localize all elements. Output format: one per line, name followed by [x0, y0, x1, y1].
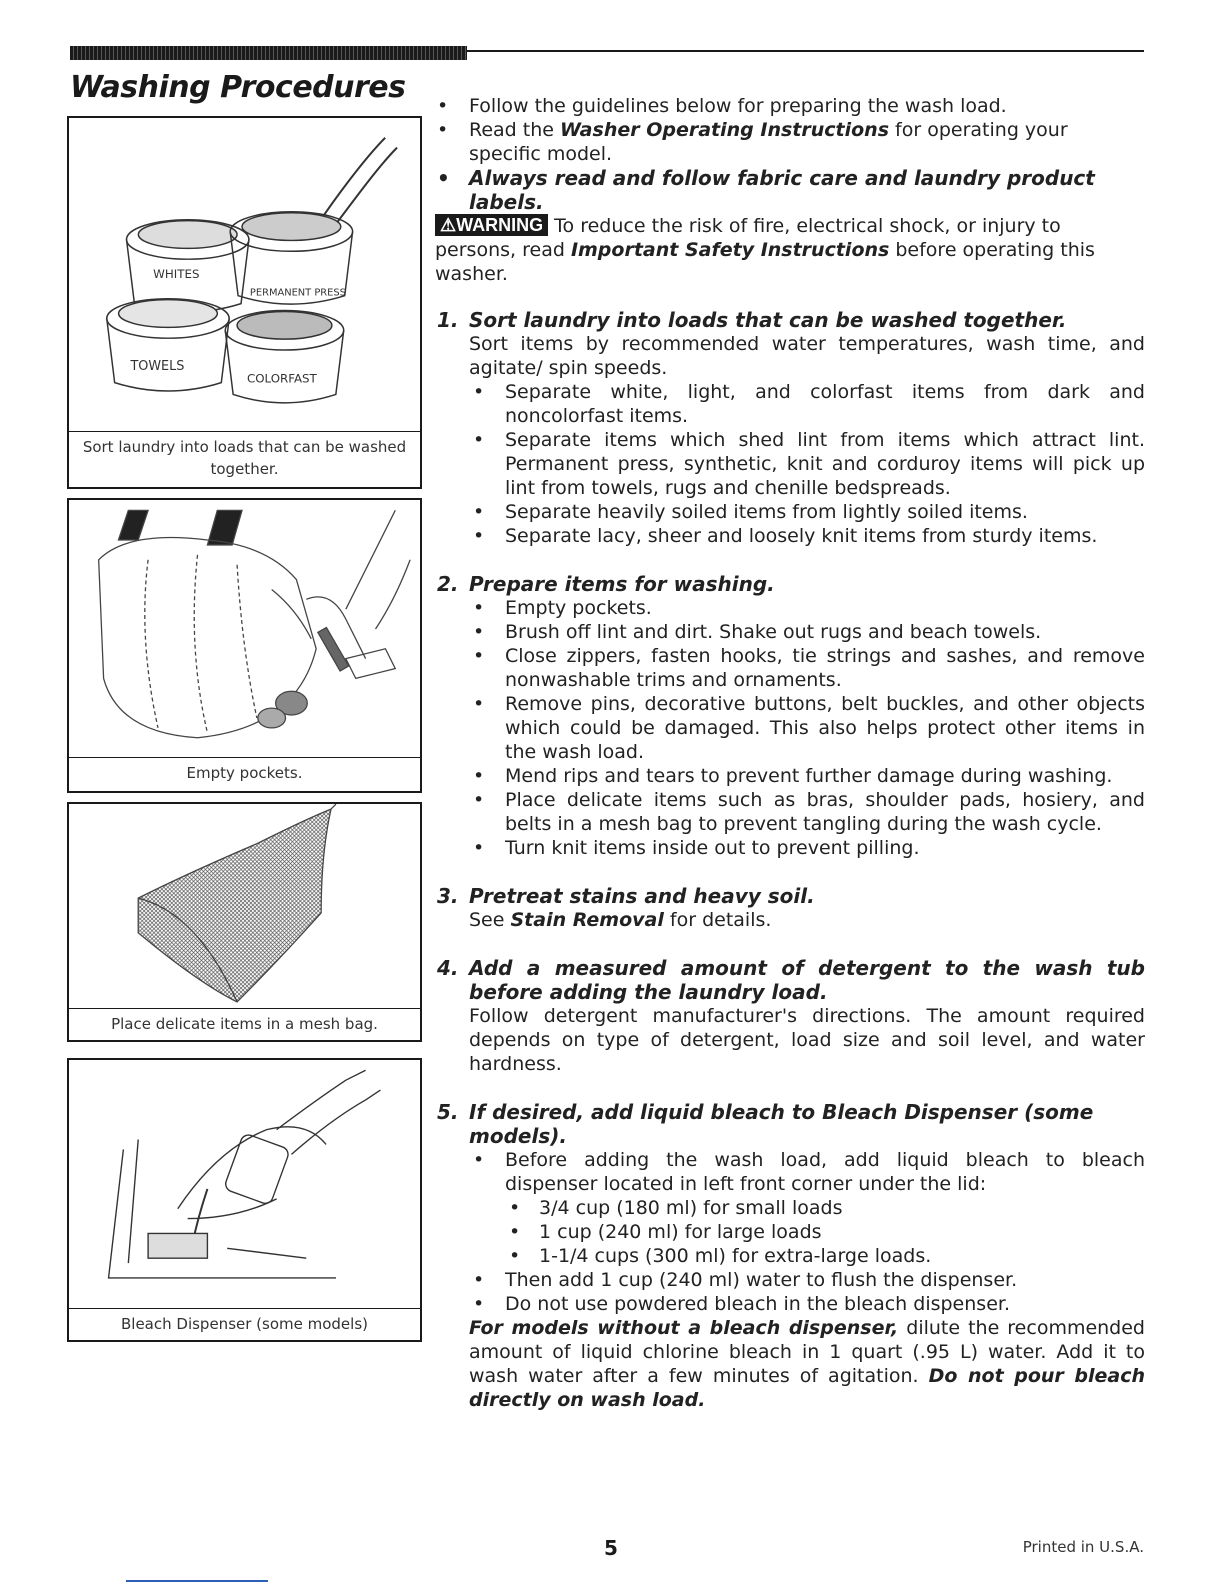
printed-in-label: Printed in U.S.A.	[1022, 1538, 1144, 1556]
figure-sort-laundry	[67, 116, 422, 489]
step-bullets	[435, 380, 1145, 548]
step-heading: 1. Sort laundry into loads that can be washed together.	[437, 308, 1067, 332]
warning-paragraph: ⚠WARNING To reduce the risk of fire, electrical shock, or injury to persons, read Important Safety Instructions before operating this washer.	[435, 215, 1095, 285]
list-item: • Do not use powdered bleach in the bleach dispenser.	[469, 1292, 1145, 1316]
list-item: • Separate items which shed lint from items which attract lint. Permanent press, synthetic, knit and corduroy items will pick up lint from towels, rugs and chenille bedspreads.	[469, 428, 1145, 500]
label-permanent-press: PERMANENT PRESS	[249, 287, 346, 299]
list-item: • Empty pockets.	[469, 596, 1145, 620]
list-item: • Close zippers, fasten hooks, tie strings and sashes, and remove nonwashable trims and ornaments.	[469, 644, 1145, 692]
laundry-baskets-illustration	[69, 118, 420, 431]
list-item: • Remove pins, decorative buttons, belt buckles, and other objects which could be damaged. This also helps protect other items in the wash load.	[469, 692, 1145, 764]
list-item: • Mend rips and tears to prevent further damage during washing.	[469, 764, 1145, 788]
intro-bullet: • Read the Washer Operating Instructions for operating your specific model.	[435, 118, 1145, 166]
step-body: Sort items by recommended water temperatures, wash time, and agitate/ spin speeds.	[469, 333, 1145, 379]
figure-caption: Place delicate items in a mesh bag.	[69, 1008, 420, 1040]
step-bullets	[435, 1148, 1145, 1316]
intro-list	[435, 94, 1145, 214]
list-item: • Then add 1 cup (240 ml) water to flush the dispenser.	[469, 1268, 1145, 1292]
step-5	[435, 1100, 1145, 1412]
figure-caption: Empty pockets.	[69, 757, 420, 791]
step-body: See Stain Removal for details.	[469, 909, 772, 931]
page-number: 5	[604, 1536, 618, 1560]
step-heading: 5. If desired, add liquid bleach to Bleach Dispenser (some models).	[437, 1100, 1094, 1148]
list-item: • Turn knit items inside out to prevent pilling.	[469, 836, 1145, 860]
list-item: • Separate white, light, and colorfast items from dark and noncolorfast items.	[469, 380, 1145, 428]
figure-empty-pockets	[67, 498, 422, 793]
amount-list	[505, 1196, 1145, 1268]
mesh-bag-illustration	[69, 804, 420, 1008]
figure-caption: Bleach Dispenser (some models)	[69, 1308, 420, 1340]
list-item: • 3/4 cup (180 ml) for small loads	[505, 1196, 1145, 1220]
header-rule-dark	[70, 46, 467, 60]
bleach-note: For models without a bleach dispenser, dilute the recommended amount of liquid chlorine bleach in 1 quart (.95 L) water. Add it to wash water after a few minutes of agitation. Do not pour bleach directly on wash load.	[469, 1317, 1145, 1411]
step-3	[435, 884, 1145, 932]
page-title: Washing Procedures	[70, 70, 406, 105]
label-towels: TOWELS	[130, 358, 185, 374]
figure-caption: Sort laundry into loads that can be washed together.	[69, 431, 420, 487]
warning-badge: ⚠WARNING	[435, 214, 548, 236]
header-rule-line	[467, 50, 1144, 52]
label-colorfast: COLORFAST	[246, 371, 317, 386]
figure-mesh-bag	[67, 802, 422, 1042]
step-heading: 2. Prepare items for washing.	[437, 572, 775, 596]
basket-towels	[107, 299, 229, 391]
step-4	[435, 956, 1145, 1076]
list-item: • 1-1/4 cups (300 ml) for extra-large loads.	[505, 1244, 1145, 1268]
step-heading: 4. Add a measured amount of detergent to the wash tub before adding the laundry load.	[437, 956, 1145, 1004]
step-heading: 3. Pretreat stains and heavy soil.	[437, 884, 815, 908]
figure-bleach-dispenser	[67, 1058, 422, 1342]
pants-pocket-illustration	[69, 500, 420, 757]
list-item: • Place delicate items such as bras, shoulder pads, hosiery, and belts in a mesh bag to prevent tangling during the wash cycle.	[469, 788, 1145, 836]
instructions-column	[435, 94, 1145, 1412]
bleach-pouring-illustration	[69, 1060, 420, 1308]
basket-permanent-press	[230, 212, 352, 304]
bottom-link-underline	[126, 1580, 268, 1582]
list-item: • Separate lacy, sheer and loosely knit items from sturdy items.	[469, 524, 1145, 548]
intro-bullet: • Always read and follow fabric care and laundry product labels.	[435, 166, 1145, 214]
list-item: • Brush off lint and dirt. Shake out rugs and beach towels.	[469, 620, 1145, 644]
list-item: • 1 cup (240 ml) for large loads	[505, 1220, 1145, 1244]
intro-bullet: • Follow the guidelines below for preparing the wash load.	[435, 94, 1145, 118]
step-1	[435, 308, 1145, 548]
step-body: Follow detergent manufacturer's directions. The amount required depends on type of detergent, load size and soil level, and water hardness.	[469, 1005, 1145, 1075]
step-2	[435, 572, 1145, 860]
label-whites: WHITES	[153, 266, 200, 281]
list-item: • Before adding the wash load, add liquid bleach to bleach dispenser located in left front corner under the lid: • 3/4 cup (180 ml) for small loads • 1 cup (240 ml) for large loads • 1-1/4 cups (300 ml) for extra-large loads.	[469, 1148, 1145, 1268]
basket-colorfast	[225, 311, 343, 403]
list-item: • Separate heavily soiled items from lightly soiled items.	[469, 500, 1145, 524]
step-bullets	[435, 596, 1145, 860]
